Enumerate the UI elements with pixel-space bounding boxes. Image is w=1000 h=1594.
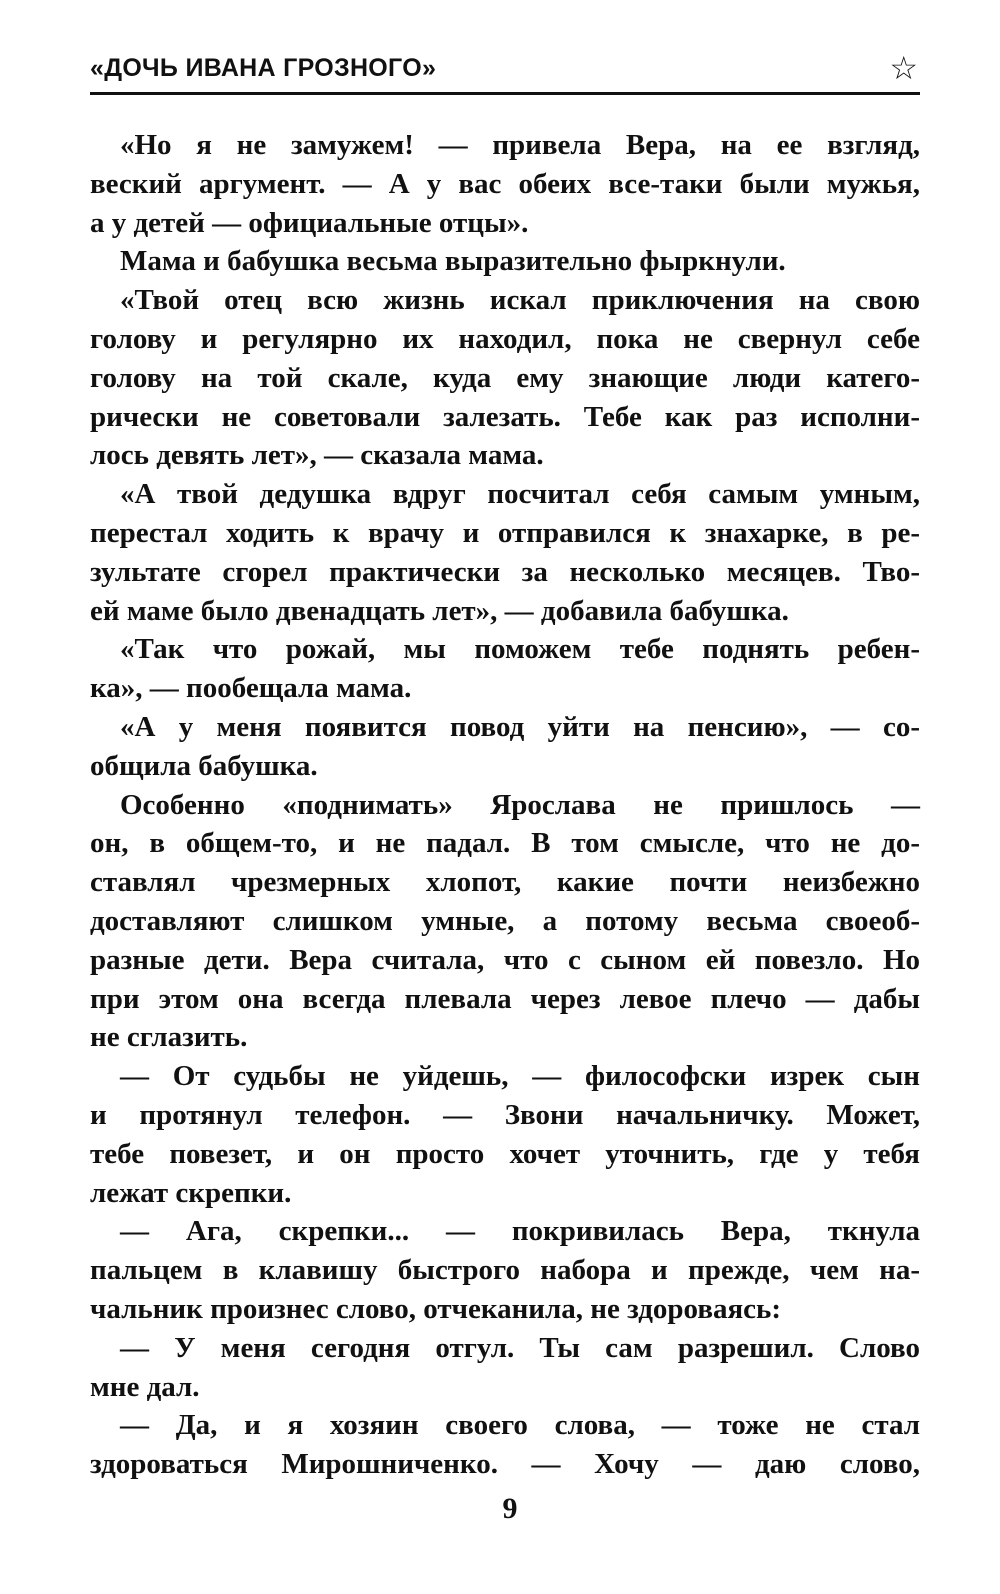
page-body-text xyxy=(90,126,920,1484)
text-line: — Да, и я хозяин своего слова, — тоже не стал xyxy=(120,1409,920,1442)
text-line: перестал ходить к врачу и отправился к знахарке, в ре- xyxy=(90,516,920,549)
text-line: лось девять лет», — сказала мама. xyxy=(90,439,544,472)
text-line: «Твой отец всю жизнь искал приключения на свою xyxy=(120,284,920,317)
text-line: и протянул телефон. — Звони начальничку. Может, xyxy=(90,1098,920,1131)
text-line: ставлял чрезмерных хлопот, какие почти неизбежно xyxy=(90,866,920,899)
text-line: ка», — пообещала мама. xyxy=(90,672,412,705)
text-line: общила бабушка. xyxy=(90,749,318,782)
text-line: чальник произнес слово, отчеканила, не здороваясь: xyxy=(90,1292,782,1325)
paragraph xyxy=(90,1329,920,1407)
text-line: голову и регулярно их находил, пока не свернул себе xyxy=(90,322,920,355)
paragraph xyxy=(90,242,920,281)
paragraph xyxy=(90,1057,920,1212)
text-line: «Так что рожай, мы поможем тебе поднять ребен- xyxy=(120,633,920,666)
paragraph xyxy=(90,1212,920,1328)
text-line: «А твой дедушка вдруг посчитал себя самым умным, xyxy=(120,478,920,511)
text-line: Мама и бабушка весьма выразительно фыркнули. xyxy=(120,245,786,278)
text-line: зультате сгорел практически за несколько месяцев. Тво- xyxy=(90,555,920,588)
text-line: рически не советовали залезать. Тебе как раз исполни- xyxy=(90,400,920,433)
text-line: мне дал. xyxy=(90,1370,200,1403)
text-line: разные дети. Вера считала, что с сыном ей повезло. Но xyxy=(90,943,920,976)
text-line: не сглазить. xyxy=(90,1021,248,1054)
text-line: — Ага, скрепки... — покривилась Вера, ткнула xyxy=(120,1215,920,1248)
text-line: пальцем в клавишу быстрого набора и прежде, чем на- xyxy=(90,1254,920,1287)
running-header-title: «ДОЧЬ ИВАНА ГРОЗНОГО» xyxy=(90,54,437,82)
paragraph xyxy=(90,630,920,708)
text-line: он, в общем-то, и не падал. В том смысле, что не до- xyxy=(90,827,920,860)
paragraph xyxy=(90,126,920,242)
text-line: голову на той скале, куда ему знающие люди катего- xyxy=(90,361,920,394)
paragraph xyxy=(90,1406,920,1484)
paragraph xyxy=(90,281,920,475)
text-line: здороваться Мирошниченко. — Хочу — даю слово, xyxy=(90,1448,920,1481)
text-line: — От судьбы не уйдешь, — философски изрек сын xyxy=(120,1060,920,1093)
text-line: при этом она всегда плевала через левое плечо — дабы xyxy=(90,982,920,1015)
paragraph xyxy=(90,475,920,630)
text-line: доставляют слишком умные, а потому весьма своеоб- xyxy=(90,904,920,937)
text-line: Особенно «поднимать» Ярослава не пришлось — xyxy=(120,788,920,821)
paragraph xyxy=(90,786,920,1058)
text-line: — У меня сегодня отгул. Ты сам разрешил. Слово xyxy=(120,1331,920,1364)
text-line: веский аргумент. — А у вас обеих все-таки были мужья, xyxy=(90,167,920,200)
text-line: «Но я не замужем! — привела Вера, на ее взгляд, xyxy=(120,129,920,161)
text-line: ей маме было двенадцать лет», — добавила бабушка. xyxy=(90,594,789,627)
paragraph xyxy=(90,708,920,786)
text-line: «А у меня появится повод уйти на пенсию», — со- xyxy=(120,710,920,743)
page-number: 9 xyxy=(502,1492,518,1525)
text-line: лежат скрепки. xyxy=(90,1176,292,1209)
star-icon: ☆ xyxy=(889,49,918,87)
text-line: а у детей — официальные отцы». xyxy=(90,206,529,239)
text-line: тебе повезет, и он просто хочет уточнить, где у тебя xyxy=(90,1137,920,1170)
running-header xyxy=(90,48,920,95)
